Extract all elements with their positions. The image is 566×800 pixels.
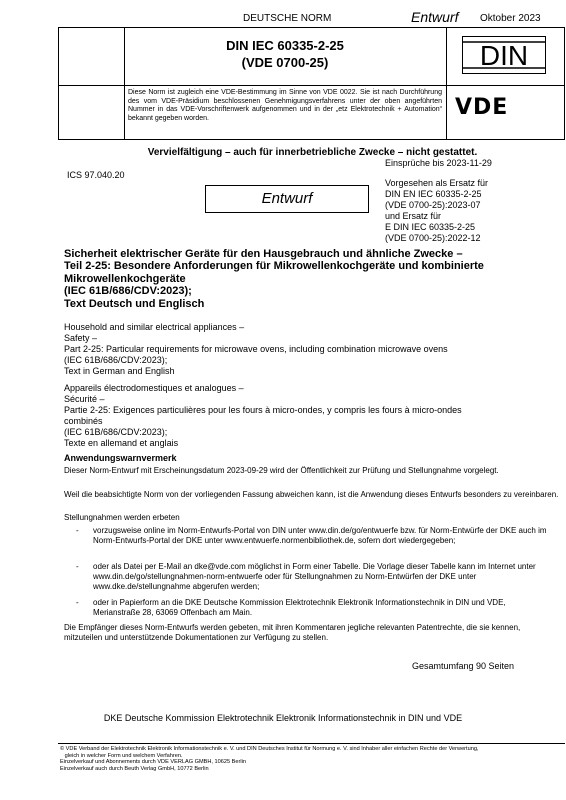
title-french-line: Appareils électrodomestiques et analogues – (64, 383, 244, 393)
ics-code: ICS 97.040.20 (67, 170, 125, 180)
header-entwurf-label: Entwurf (411, 9, 459, 25)
title-english-line: Household and similar electrical appliances – (64, 322, 245, 332)
anwendung-paragraph: Weil die beabsichtigte Norm von der vorliegenden Fassung abweichen kann, ist die Anwendung dieses Entwurfs besonders zu vereinbaren. (64, 490, 559, 499)
ersatz-block (385, 178, 488, 244)
anwendung-paragraph: Stellungnahmen werden erbeten (64, 513, 180, 522)
norm-number: DIN IEC 60335-2-25 (226, 38, 344, 53)
title-french-line: (IEC 61B/686/CDV:2023); (64, 427, 168, 437)
ersatz-line: (VDE 0700-25):2022-12 (385, 233, 481, 243)
din-logo (462, 36, 546, 74)
title-german-line: (IEC 61B/686/CDV:2023); (64, 285, 192, 298)
vde-logo: VDE (455, 95, 509, 120)
footer-divider (58, 743, 565, 744)
ersatz-line: und Ersatz für (385, 211, 442, 221)
entwurf-box: Entwurf (205, 185, 369, 213)
title-german-line: Mikrowellenkochgeräte (64, 272, 186, 285)
bullet-dash: - (76, 598, 79, 607)
vde-number: (VDE 0700-25) (241, 55, 329, 70)
din-logo-text: DIN (479, 40, 529, 71)
footer-line: © VDE Verband der Elektrotechnik Elektronik Informationstechnik e. V. und DIN Deutsches Institut für Normung e. V. sind Inhaber aller einfachen Rechte der Verwertung, (60, 746, 479, 752)
list-item-text: oder in Papierform an die DKE Deutsche Kommission Elektrotechnik Elektronik Informationstechnik in DIN und VDE, Merianstraße 28, 63069 Offenbach am Main. (93, 598, 506, 617)
footer-line: gleich in welcher Form und welchem Verfahren. (60, 752, 183, 759)
title-german (64, 248, 560, 310)
norm-number-block (125, 37, 445, 71)
frame-divider (58, 85, 565, 86)
bullet-dash: - (76, 562, 79, 571)
reproduction-notice: Vervielfältigung – auch für innerbetriebliche Zwecke – nicht gestattet. (147, 147, 478, 158)
footer-line: Einzelverkauf und Abonnements durch VDE VERLAG GMBH, 10625 Berlin (60, 759, 246, 766)
title-english-line: (IEC 61B/686/CDV:2023); (64, 355, 168, 365)
ersatz-line: DIN EN IEC 60335-2-25 (385, 189, 482, 199)
title-english (64, 322, 560, 377)
ersatz-line: E DIN IEC 60335-2-25 (385, 222, 476, 232)
header-date: Oktober 2023 (480, 13, 541, 24)
title-english-line: Safety – (64, 333, 98, 343)
ersatz-line: (VDE 0700-25):2023-07 (385, 200, 481, 210)
einsprueche-date: Einsprüche bis 2023-11-29 (385, 158, 492, 168)
list-item-text: oder als Datei per E-Mail an dke@vde.com möglichst in Form einer Tabelle. Die Vorlage dieser Tabelle kann im Internet unter www.din.de/go/stellungnahmen-norm-entwuerfe oder für Stellungnahmen zu Norm-Entwürfen der DKE unter www.dke.de/stellungnahme abgerufen werden; (93, 562, 536, 591)
anwendung-paragraph: Die Empfänger dieses Norm-Entwurfs werden gebeten, mit ihren Kommentaren jegliche relevanten Patentrechte, die sie kennen, mitzuteilen und unterstützende Dokumentationen zur Verfügung zu stellen. (64, 623, 521, 642)
title-english-line: Part 2-25: Particular requirements for microwave ovens, including combination microwave ovens (64, 344, 448, 354)
footer (60, 746, 565, 772)
footer-line: Einzelverkauf auch durch Beuth Verlag GmbH, 10772 Berlin (60, 765, 209, 772)
anwendung-heading: Anwendungswarnvermerk (64, 453, 177, 463)
list-item-text: vorzugsweise online im Norm-Entwurfs-Portal von DIN unter www.din.de/go/entwuerfe bzw. für Norm-Entwürfe der DKE auch im Norm-Entwurfs-Portal der DKE unter www.entwuerfe.normenbibliothek.de, sofern dort wiedergegeben; (93, 526, 547, 545)
vde-statement: Diese Norm ist zugleich eine VDE-Bestimmung im Sinne von VDE 0022. Sie ist nach Durchführung des vom VDE-Präsidium beschlossenen Genehmigungsverfahrens unter der oben angeführten Nummer in das VDE-Vorschriftenwerk aufgenommen und in der „etz Elektrotechnik + Automation“ bekannt gegeben worden. (128, 89, 442, 122)
ersatz-line: Vorgesehen als Ersatz für (385, 178, 489, 188)
title-german-line: Sicherheit elektrischer Geräte für den Hausgebrauch und ähnliche Zwecke – (64, 248, 463, 260)
frame-divider-right (446, 27, 447, 140)
title-french-line: Texte en allemand et anglais (64, 438, 179, 448)
title-french-line: Partie 2-25: Exigences particulières pour les fours à micro-ondes, y compris les fours à micro-ondes (64, 405, 462, 415)
title-french-line: combinés (64, 416, 103, 426)
title-french (64, 383, 560, 449)
bullet-dash: - (76, 526, 79, 535)
dke-line: DKE Deutsche Kommission Elektrotechnik Elektronik Informationstechnik in DIN und VDE (103, 713, 463, 723)
header-norm-label: DEUTSCHE NORM (243, 13, 332, 24)
title-german-line: Teil 2-25: Besondere Anforderungen für Mikrowellenkochgeräte und kombinierte (64, 260, 484, 273)
title-english-line: Text in German and English (64, 366, 175, 376)
title-german-line: Text Deutsch und Englisch (64, 297, 205, 310)
page-count: Gesamtumfang 90 Seiten (412, 661, 515, 671)
title-french-line: Sécurité – (64, 394, 105, 404)
anwendung-paragraph: Dieser Norm-Entwurf mit Erscheinungsdatum 2023-09-29 wird der Öffentlichkeit zur Prüfung und Stellungnahme vorgelegt. (64, 466, 499, 475)
